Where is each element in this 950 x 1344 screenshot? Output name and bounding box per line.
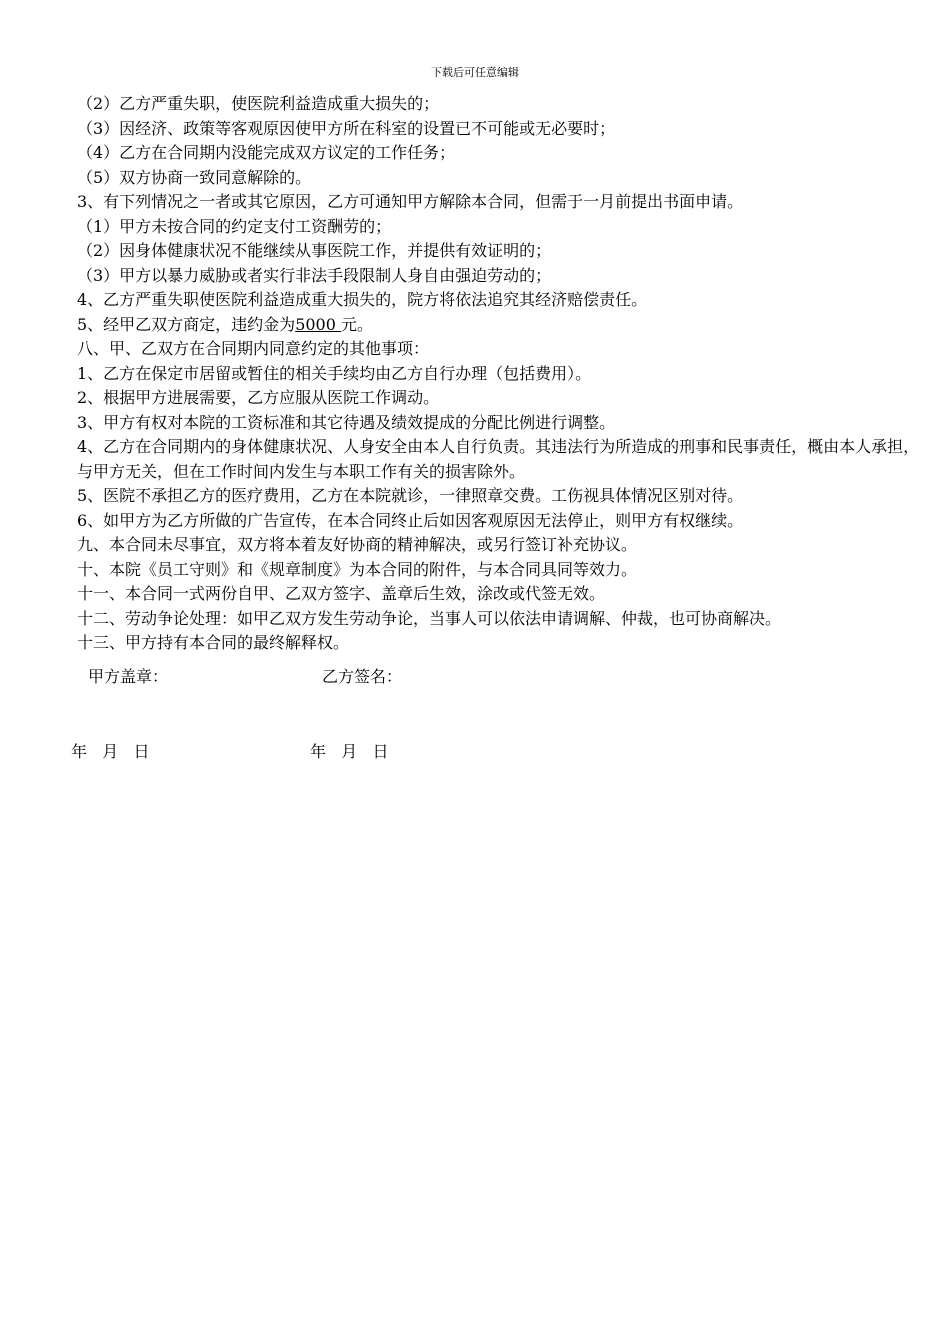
clause-line: 4、乙方严重失职使医院利益造成重大损失的，院方将依法追究其经济赔偿责任。 [77,290,648,309]
clause-line: 3、甲方有权对本院的工资标准和其它待遇及绩效提成的分配比例进行调整。 [77,412,616,432]
clause-line: （2）乙方严重失职，使医院利益造成重大损失的； [77,94,440,113]
party-b-date: 年 月 日 [310,742,389,761]
clause-line: 九、本合同未尽事宜，双方将本着友好协商的精神解决，或另行签订补充协议。 [77,535,638,554]
party-a-seal-label: 甲方盖章： [88,667,169,686]
clause-line: 八、甲、乙双方在合同期内同意约定的其他事项： [77,339,430,358]
clause-line: （4）乙方在合同期内没能完成双方议定的工作任务； [77,143,456,162]
clause-line: 十三、甲方持有本合同的最终解释权。 [77,633,350,652]
contract-body [77,92,927,656]
party-b-signature-label: 乙方签名： [322,667,403,686]
clause-line: 2、根据甲方进展需要，乙方应服从医院工作调动。 [77,388,440,407]
clause-line: 3、有下列情况之一者或其它原因，乙方可通知甲方解除本合同，但需于一月前提出书面申请。 [77,192,744,211]
clause-line: 1、乙方在保定市居留或暂住的相关手续均由乙方自行办理（包括费用）。 [77,363,592,383]
penalty-prefix: 5、经甲乙双方商定，违约金为 [77,314,296,334]
clause-line: （3）因经济、政策等客观原因使甲方所在科室的设置已不可能或无必要时； [77,118,616,138]
clause-line: 十二、劳动争论处理：如甲乙双方发生劳动争论，当事人可以依法申请调解、仲裁，也可协商解决。 [77,608,782,628]
party-a-date: 年 月 日 [71,742,150,761]
clause-line: 4、乙方在合同期内的身体健康状况、人身安全由本人自行负责。其违法行为所造成的刑事和民事责任，概由本人承担，与甲方无关，但在工作时间内发生与本职工作有关的损害除外。 [77,437,920,481]
clause-line: 5、医院不承担乙方的医疗费用，乙方在本院就诊，一律照章交费。工伤视具体情况区别对待。 [77,486,744,505]
clause-line: （5）双方协商一致同意解除的。 [77,167,312,187]
clause-line: （3）甲方以暴力威胁或者实行非法手段限制人身自由强迫劳动的； [77,265,552,285]
clause-line: （1）甲方未按合同的约定支付工资酬劳的； [77,216,392,236]
penalty-suffix: 元。 [341,314,374,334]
penalty-clause [77,313,927,338]
clause-line: 6、如甲方为乙方所做的广告宣传，在本合同终止后如因客观原因无法停止，则甲方有权继续。 [77,510,744,530]
page-header-note: 下载后可任意编辑 [431,66,519,79]
clause-line: 十一、本合同一式两份自甲、乙双方签字、盖章后生效，涂改或代签无效。 [77,584,606,603]
clause-line: 十、本院《员工守则》和《规章制度》为本合同的附件，与本合同具同等效力。 [77,559,638,579]
clause-line: （2）因身体健康状况不能继续从事医院工作，并提供有效证明的； [77,241,552,260]
penalty-amount: 5000 [295,314,341,334]
